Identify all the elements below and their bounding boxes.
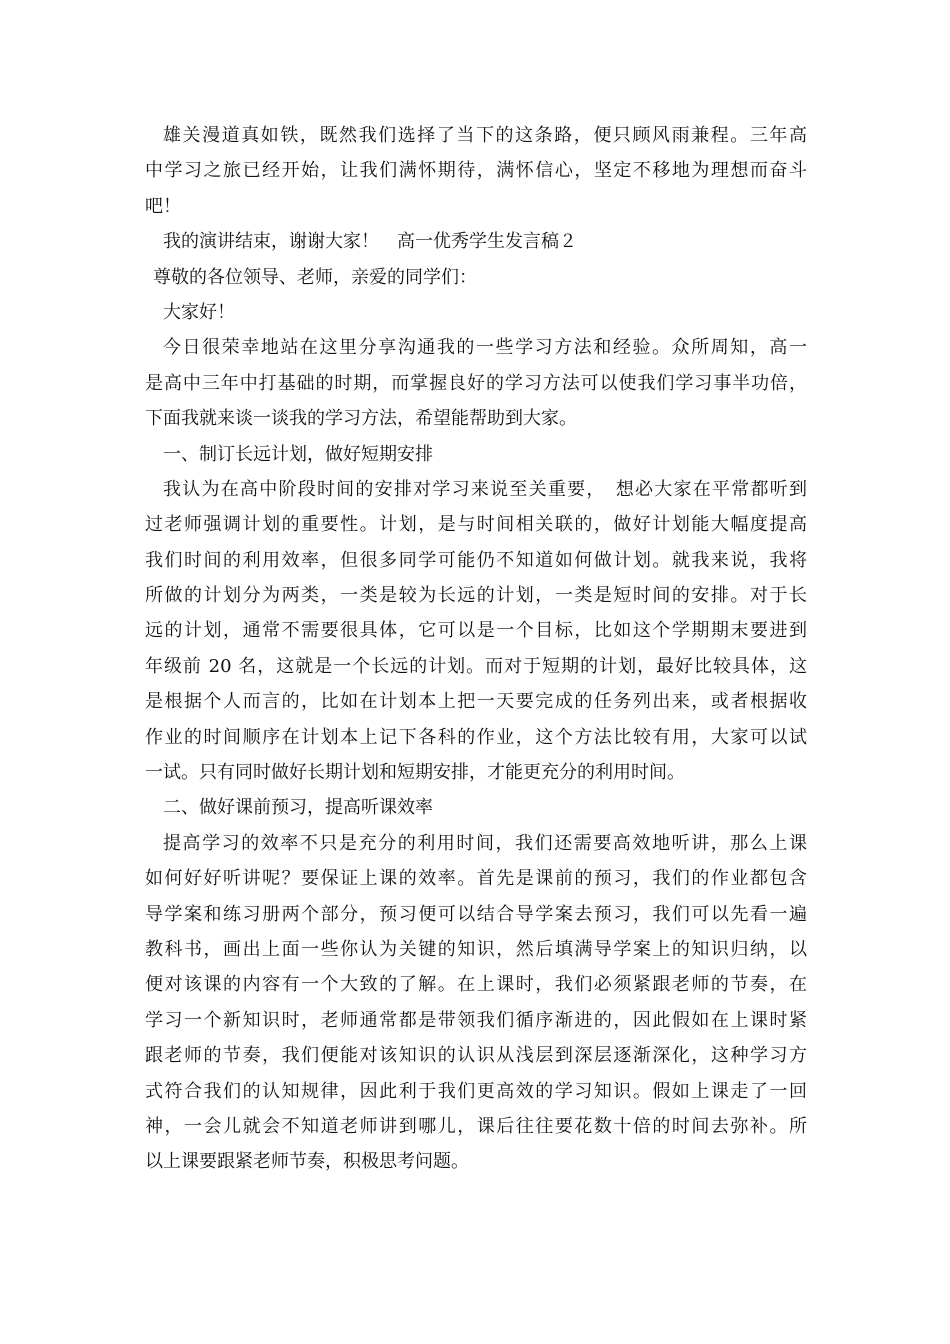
document-body bbox=[145, 118, 807, 1180]
text-line: 式符合我们的认知规律，因此利于我们更高效的学习知识。假如上课走了一回 bbox=[145, 1080, 807, 1102]
text-line: 我的演讲结束，谢谢大家！ 高一优秀学生发言稿２ bbox=[163, 231, 577, 253]
text-line: 便对该课的内容有一个大致的了解。在上课时，我们必须紧跟老师的节奏，在 bbox=[145, 974, 807, 996]
text-line: 下面我就来谈一谈我的学习方法，希望能帮助到大家。 bbox=[145, 408, 577, 430]
text-line: 中学习之旅已经开始，让我们满怀期待，满怀信心，坚定不移地为理想而奋斗 bbox=[145, 160, 807, 182]
text-line: 年级前 20 名，这就是一个长远的计划。而对于短期的计划，最好比较具体，这 bbox=[145, 655, 807, 677]
text-line: 远的计划，通常不需要很具体，它可以是一个目标，比如这个学期期末要进到 bbox=[145, 620, 807, 642]
text-line: 提高学习的效率不只是充分的利用时间，我们还需要高效地听讲，那么上课 bbox=[163, 832, 807, 854]
text-line: 今日很荣幸地站在这里分享沟通我的一些学习方法和经验。众所周知，高一 bbox=[163, 337, 807, 359]
text-line: 所做的计划分为两类，一类是较为长远的计划，一类是短时间的安排。对于长 bbox=[145, 585, 807, 607]
text-line: 一、制订长远计划，做好短期安排 bbox=[163, 443, 433, 465]
text-line: 神，一会儿就会不知道老师讲到哪儿，课后往往要花数十倍的时间去弥补。所 bbox=[145, 1115, 807, 1137]
text-line: 过老师强调计划的重要性。计划，是与时间相关联的，做好计划能大幅度提高 bbox=[145, 514, 807, 536]
text-line: 我认为在高中阶段时间的安排对学习来说至关重要， 想必大家在平常都听到 bbox=[163, 478, 807, 500]
text-line: 教科书，画出上面一些你认为关键的知识，然后填满导学案上的知识归纳，以 bbox=[145, 938, 807, 960]
text-line: 学习一个新知识时，老师通常都是带领我们循序渐进的，因此假如在上课时紧 bbox=[145, 1009, 807, 1031]
text-line: 大家好！ bbox=[163, 301, 235, 323]
text-line: 是高中三年中打基础的时期，而掌握良好的学习方法可以使我们学习事半功倍， bbox=[145, 372, 807, 394]
text-line: 以上课要跟紧老师节奏，积极思考问题。 bbox=[145, 1151, 469, 1173]
text-line: 吧！ bbox=[145, 195, 181, 217]
text-line: 跟老师的节奏，我们便能对该知识的认识从浅层到深层逐渐深化，这种学习方 bbox=[145, 1045, 807, 1067]
text-line: 尊敬的各位领导、老师，亲爱的同学们： bbox=[153, 266, 477, 288]
text-line: 是根据个人而言的，比如在计划本上把一天要完成的任务列出来，或者根据收 bbox=[145, 691, 807, 713]
text-line: 如何好好听讲呢？要保证上课的效率。首先是课前的预习，我们的作业都包含 bbox=[145, 868, 807, 890]
text-line: 一试。只有同时做好长期计划和短期安排，才能更充分的利用时间。 bbox=[145, 762, 685, 784]
text-line: 作业的时间顺序在计划本上记下各科的作业，这个方法比较有用，大家可以试 bbox=[145, 726, 807, 748]
text-line: 雄关漫道真如铁，既然我们选择了当下的这条路，便只顾风雨兼程。三年高 bbox=[163, 125, 807, 146]
text-line: 二、做好课前预习，提高听课效率 bbox=[163, 797, 433, 819]
text-line: 我们时间的利用效率，但很多同学可能仍不知道如何做计划。就我来说，我将 bbox=[145, 549, 807, 571]
text-line: 导学案和练习册两个部分，预习便可以结合导学案去预习，我们可以先看一遍 bbox=[145, 903, 807, 925]
